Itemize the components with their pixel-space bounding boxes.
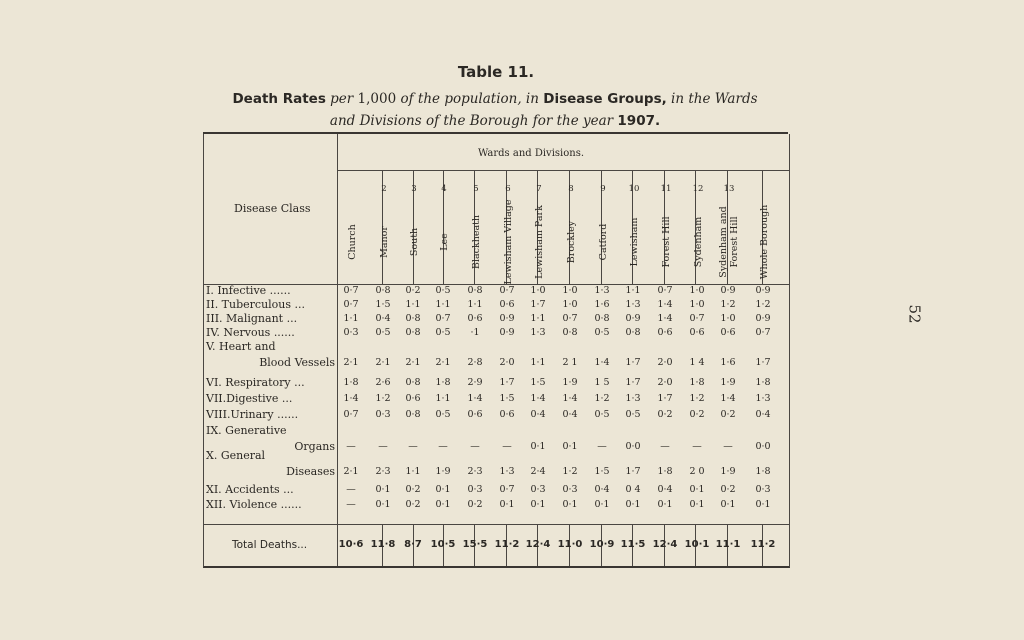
rate-cell: 0·1 [689,484,705,495]
subtitle-part: per [330,91,354,107]
rate-cell: ·1 [470,327,480,338]
rate-cell: 0·1 [499,499,515,510]
rate-cell: 0·7 [343,299,359,310]
rate-cell: 1·8 [755,466,771,477]
rate-cell: 0·7 [343,285,359,296]
rate-cell: 0·6 [689,327,705,338]
rate-cell: — [346,499,356,510]
ward-name: Lee [438,233,450,251]
total-cell: 12·4 [525,539,551,550]
rate-cell: 0·6 [405,393,421,404]
rate-cell: 1·4 [530,393,546,404]
row-label: XI. Accidents ... [206,483,294,496]
rate-cell: 1·0 [562,299,578,310]
subtitle-part: of the population, in [400,91,539,107]
rate-cell: 0·8 [405,377,421,388]
rate-cell: 0·2 [720,409,736,420]
row-label: XII. Violence ...... [206,498,302,511]
ward-number: 10 [628,184,640,194]
total-cell: 10·1 [684,539,710,550]
ward-name: Lewisham [628,217,640,267]
rate-cell: 0·5 [625,409,641,420]
rate-cell: 1·2 [720,299,736,310]
rate-cell: 0·2 [405,484,421,495]
rate-cell: 0·1 [435,484,451,495]
rate-cell: 2·1 [435,357,451,368]
rate-cell: 2·0 [657,377,673,388]
row-label: VIII.Urinary ...... [206,408,299,421]
rate-cell: 1·2 [689,393,705,404]
rate-cell: 0·2 [405,285,421,296]
rate-cell: 1 5 [594,377,610,388]
subtitle-part: Disease Groups, [543,91,667,107]
ward-number: 2 [381,184,387,194]
rate-cell: 1·9 [435,466,451,477]
row-label: I. Infective ...... [206,284,291,297]
total-cell: 11·2 [750,539,776,550]
rate-cell: 2·9 [467,377,483,388]
row-label: Blood Vessels [259,356,335,369]
subtitle-part: Death Rates [232,91,326,107]
rate-cell: 0·8 [405,327,421,338]
rate-cell: 1·8 [343,377,359,388]
ward-number: 9 [600,184,606,194]
ward-name: Catford [597,223,609,261]
rate-cell: 1·3 [530,327,546,338]
rate-cell: 0·5 [375,327,391,338]
ward-name: South [408,227,420,257]
rate-cell: 0·7 [689,313,705,324]
class-column-label: Disease Class [234,202,311,215]
rate-cell: 0·3 [562,484,578,495]
row-label: VI. Respiratory ... [206,376,305,389]
rate-cell: 0·4 [657,484,673,495]
ward-name: Sydenham [692,216,704,268]
ward-name: Brockley [565,220,577,264]
rate-cell: 1·2 [594,393,610,404]
rate-cell: 1·7 [755,357,771,368]
rate-cell: 0·6 [467,313,483,324]
rate-cell: 1·3 [625,299,641,310]
rate-cell: 0·0 [755,441,771,452]
ward-number: 8 [568,184,574,194]
total-cell: 11·1 [715,539,741,550]
rate-cell: 0·8 [625,327,641,338]
rate-cell: 0·1 [594,499,610,510]
rate-cell: 1·8 [657,466,673,477]
total-cell: 11·0 [557,539,583,550]
rate-cell: 1·8 [435,377,451,388]
rate-cell: 1·8 [689,377,705,388]
total-cell: 10·5 [430,539,456,550]
ward-name: Whole Borough [758,204,770,280]
rate-cell: 0·7 [435,313,451,324]
rate-cell: 0·8 [562,327,578,338]
total-cell: 10·9 [589,539,615,550]
rate-cell: 1·1 [435,299,451,310]
death-rates-table [203,134,790,568]
rate-cell: 0·2 [720,484,736,495]
totals-label: Total Deaths... [232,539,308,551]
row-label: IV. Nervous ...... [206,326,295,339]
rate-cell: 0·3 [343,327,359,338]
rate-cell: 0·8 [405,409,421,420]
ward-number: 11 [660,184,672,194]
rate-cell: 0·1 [625,499,641,510]
rate-cell: 1·2 [375,393,391,404]
row-label: Diseases [286,465,335,478]
row-label: Organs [294,440,335,453]
rate-cell: 1·3 [755,393,771,404]
rate-cell: 1·3 [594,285,610,296]
rate-cell: 1·2 [755,299,771,310]
rate-cell: 1·7 [530,299,546,310]
rate-cell: 0·4 [530,409,546,420]
rate-cell: 1·4 [657,299,673,310]
rate-cell: 0·9 [625,313,641,324]
ward-name: Manor [378,226,390,258]
rate-cell: 0·4 [755,409,771,420]
total-cell: 8·7 [404,539,422,550]
rate-cell: 0·3 [375,409,391,420]
rate-cell: 0·6 [499,299,515,310]
subtitle-part: 1,000 [357,91,397,107]
rate-cell: 1·0 [689,299,705,310]
totals-rule [204,524,789,525]
rate-cell: 0·1 [375,499,391,510]
rate-cell: 0·9 [755,285,771,296]
rate-cell: 2·8 [467,357,483,368]
row-label: III. Malignant ... [206,312,298,325]
rate-cell: 1·1 [625,285,641,296]
header-rule [337,170,789,171]
ward-name: Church [346,224,358,260]
rate-cell: 1·7 [625,466,641,477]
rate-cell: — [470,441,480,452]
rate-cell: 1·0 [720,313,736,324]
rate-cell: 1·0 [689,285,705,296]
rate-cell: 0·1 [530,499,546,510]
rate-cell: 0·8 [467,285,483,296]
rate-cell: 0·4 [594,484,610,495]
rate-cell: — [378,441,388,452]
rate-cell: 0·6 [657,327,673,338]
rate-cell: 0·0 [625,441,641,452]
rate-cell: 1·3 [625,393,641,404]
rate-cell: 2·1 [405,357,421,368]
rate-cell: 0·3 [755,484,771,495]
rate-cell: 1·4 [467,393,483,404]
rate-cell: 0·4 [375,313,391,324]
ward-name: Lewisham Park [533,205,545,279]
rate-cell: 0·1 [562,441,578,452]
ward-name: Sydenham and Forest Hill [718,206,740,278]
rate-cell: 0·6 [467,409,483,420]
rate-cell: 1·2 [562,466,578,477]
total-cell: 11·2 [494,539,520,550]
table-title: Table 11. [457,63,535,81]
ward-name: Blackheath [470,214,482,270]
total-cell: 11·5 [620,539,646,550]
total-cell: 10·6 [338,539,364,550]
rate-cell: 1·4 [657,313,673,324]
subtitle-part: in the Wards [671,91,758,107]
rate-cell: 1·5 [594,466,610,477]
rate-cell: 2·4 [530,466,546,477]
rate-cell: 1·1 [530,357,546,368]
rate-cell: 0·5 [435,285,451,296]
rate-cell: 1·6 [594,299,610,310]
rate-cell: 1·9 [720,377,736,388]
rate-cell: 1·1 [467,299,483,310]
rate-cell: 1·4 [594,357,610,368]
rate-cell: — [438,441,448,452]
rate-cell: 2 0 [689,466,705,477]
rate-cell: 0·4 [562,409,578,420]
total-cell: 12·4 [652,539,678,550]
rate-cell: 0·9 [499,327,515,338]
page-number: 52 [905,304,924,324]
rate-cell: 0·5 [435,327,451,338]
rate-cell: 0·6 [720,327,736,338]
rate-cell: 0·3 [530,484,546,495]
rate-cell: 0·1 [689,499,705,510]
rate-cell: — [597,441,607,452]
rate-cell: 0·9 [499,313,515,324]
rate-cell: 0·7 [343,409,359,420]
rate-cell: 0·1 [435,499,451,510]
rate-cell: 2·0 [657,357,673,368]
rate-cell: 2 1 [562,357,578,368]
rate-cell: 0·3 [467,484,483,495]
ward-number: 3 [411,184,417,194]
rate-cell: 1·3 [499,466,515,477]
rate-cell: — [502,441,512,452]
rate-cell: 0·5 [594,409,610,420]
rate-cell: — [346,441,356,452]
ward-number: 12 [692,184,704,194]
rate-cell: 1·5 [530,377,546,388]
rate-cell: — [692,441,702,452]
rate-cell: 1·5 [375,299,391,310]
rate-cell: — [408,441,418,452]
ward-number: 5 [473,184,479,194]
total-cell: 11·8 [370,539,396,550]
row-label: II. Tuberculous ... [206,298,306,311]
rate-cell: 1·0 [562,285,578,296]
rate-cell: 0·7 [562,313,578,324]
rate-cell: 1·0 [530,285,546,296]
table-subtitle [195,88,795,132]
rate-cell: 2·3 [375,466,391,477]
ward-number: 6 [505,184,511,194]
rate-cell: 0·1 [530,441,546,452]
rate-cell: 0·2 [689,409,705,420]
rate-cell: 0·8 [405,313,421,324]
rate-cell: — [346,484,356,495]
rate-cell: 0·2 [405,499,421,510]
total-cell: 15·5 [462,539,488,550]
row-label: V. Heart and [206,340,276,353]
rate-cell: 2·6 [375,377,391,388]
rate-cell: 0·7 [657,285,673,296]
rate-cell: 0·8 [594,313,610,324]
rate-cell: 0·9 [755,313,771,324]
rate-cell: 2·1 [343,466,359,477]
rate-cell: — [723,441,733,452]
rate-cell: 0·7 [499,484,515,495]
row-label: IX. Generative [206,424,287,437]
ward-name: Lewisham Village [502,199,514,285]
rate-cell: 0·9 [720,285,736,296]
row-label: VII.Digestive ... [206,392,293,405]
rate-cell: 1·7 [657,393,673,404]
rate-cell: 2·1 [375,357,391,368]
rate-cell: 1·1 [343,313,359,324]
rate-cell: 1·1 [405,466,421,477]
rate-cell: 1·4 [562,393,578,404]
rate-cell: 1·1 [405,299,421,310]
ward-name: Forest Hill [660,216,672,268]
ward-number: 7 [536,184,542,194]
rate-cell: 2·3 [467,466,483,477]
rate-cell: 0·7 [499,285,515,296]
rate-cell: 0·1 [755,499,771,510]
rate-cell: — [660,441,670,452]
rate-cell: 1 4 [689,357,705,368]
rate-cell: 1·4 [720,393,736,404]
rate-cell: 2·0 [499,357,515,368]
rate-cell: 1·1 [435,393,451,404]
rate-cell: 1·9 [562,377,578,388]
rate-cell: 1·5 [499,393,515,404]
ward-number: 4 [441,184,447,194]
rate-cell: 0·8 [375,285,391,296]
rate-cell: 0·5 [594,327,610,338]
rate-cell: 1·7 [625,377,641,388]
rate-cell: 1·7 [499,377,515,388]
rate-cell: 0·1 [720,499,736,510]
rate-cell: 0 4 [625,484,641,495]
rate-cell: 0·1 [562,499,578,510]
ward-number: 13 [723,184,735,194]
subtitle-part: and Divisions of the Borough for the year [329,113,614,129]
rate-cell: 1·1 [530,313,546,324]
wards-header: Wards and Divisions. [478,148,585,159]
rate-cell: 0·1 [657,499,673,510]
rate-cell: 0·7 [755,327,771,338]
rate-cell: 0·2 [657,409,673,420]
row-label: X. General [206,449,266,462]
rate-cell: 2·1 [343,357,359,368]
rate-cell: 0·5 [435,409,451,420]
rate-cell: 0·6 [499,409,515,420]
rate-cell: 1·7 [625,357,641,368]
subtitle-part: 1907. [617,113,661,129]
rate-cell: 0·1 [375,484,391,495]
rate-cell: 0·2 [467,499,483,510]
rate-cell: 1·8 [755,377,771,388]
rate-cell: 1·9 [720,466,736,477]
rate-cell: 1·6 [720,357,736,368]
rate-cell: 1·4 [343,393,359,404]
